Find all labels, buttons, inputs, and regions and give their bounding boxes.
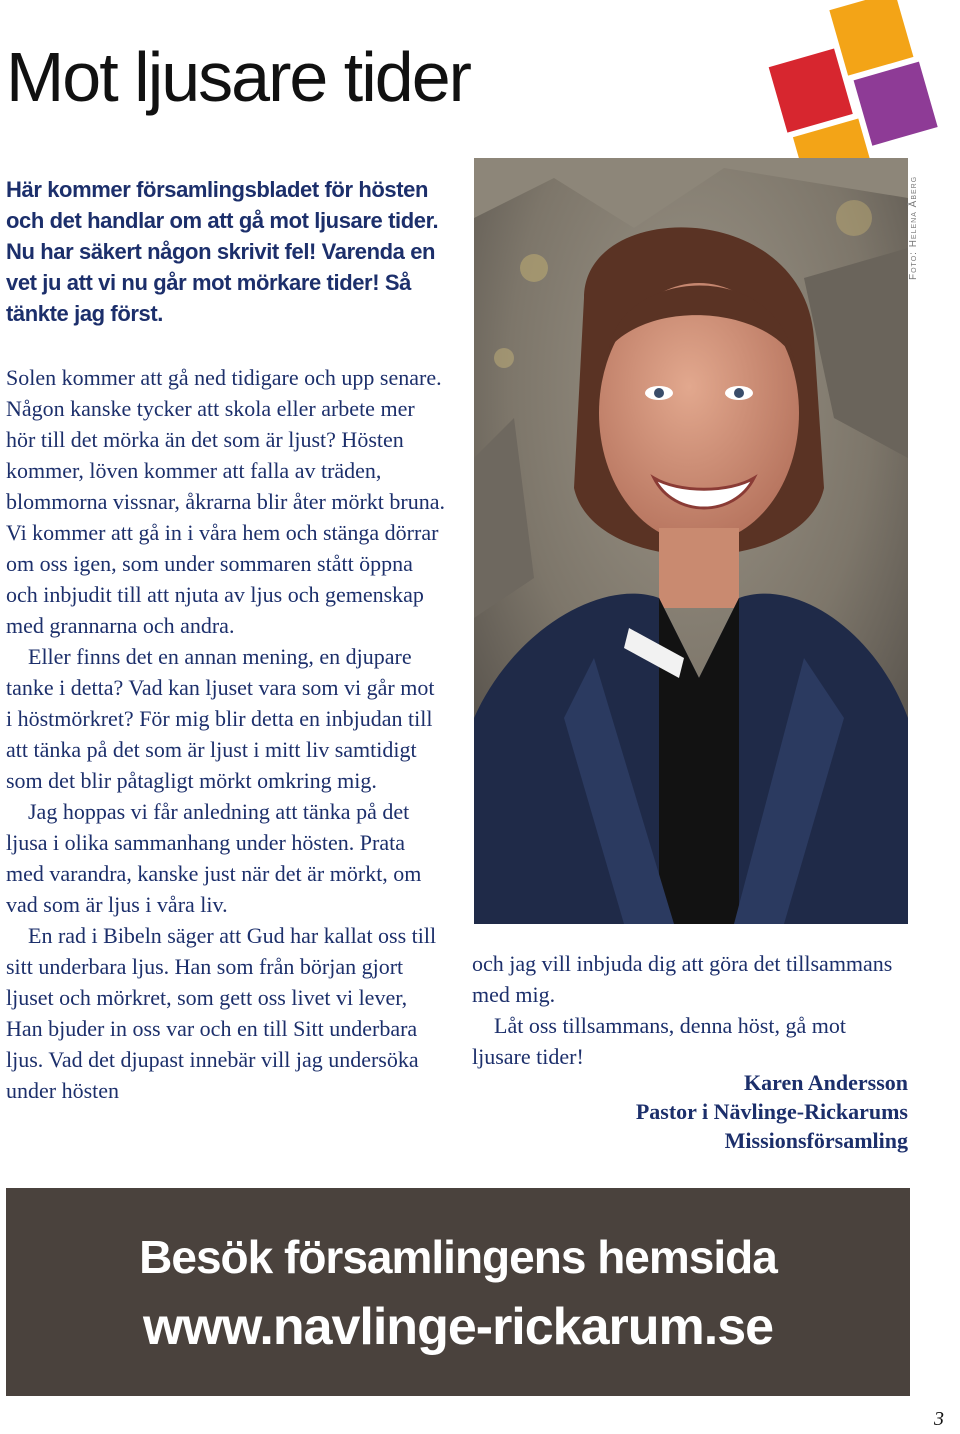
banner-heading: Besök församlingens hemsida <box>139 1231 777 1283</box>
paragraph-4: En rad i Bibeln säger att Gud har kallat oss till sitt underbara ljus. Han som från början gjort ljuset och mörkret, som gett oss livet vi lever, Han bjuder in oss var och en till Sitt underbara ljus. Vad det djupast innebär vill jag undersöka under hösten <box>6 923 437 1103</box>
author-role-line-2: Missionsförsamling <box>724 1128 908 1153</box>
pastor-photo <box>474 158 908 924</box>
author-role-line-1: Pastor i Nävlinge-Rickarums <box>635 1099 908 1124</box>
website-banner <box>6 1188 910 1396</box>
paragraph-2: Eller finns det en annan mening, en djupare tanke i detta? Vad kan ljuset vara som vi går mot i höstmörkret? För mig blir detta en inbjudan till att tänka på det som är ljust i mitt liv samtidigt som det blir påtagligt mörkt omkring mig. <box>6 644 435 793</box>
website-link[interactable]: www.navlinge-rickarum.se <box>142 1298 774 1356</box>
article-body-left <box>6 362 446 1106</box>
paragraph-1: Solen kommer att gå ned tidigare och upp senare. Någon kanske tycker att skola eller arbete mer hör till det mörka än det som är ljust? Hösten kommer, löven kommer att falla av träden, blommorna vissnar, åkrarna blir åter mörkt bruna. Vi kommer att gå in i våra hem och stänga dörrar om oss igen, som under sommaren stått öppna och inbjudit till att njuta av ljus och gemenskap med grannarna och andra. <box>6 365 445 638</box>
paragraph-3: Jag hoppas vi får anledning att tänka på det ljusa i olika sammanhang under hösten. Prata med varandra, kanske just när det är mörkt, om vad som är ljus i våra liv. <box>6 799 422 917</box>
page-title: Mot ljusare tider <box>6 38 470 116</box>
logo-square-orange-top <box>829 0 913 76</box>
author-name: Karen Andersson <box>743 1070 908 1095</box>
paragraph-5: och jag vill inbjuda dig att göra det tillsammans med mig. <box>472 951 893 1007</box>
signature <box>636 1068 908 1155</box>
logo-square-red <box>769 48 853 132</box>
intro-text: Här kommer församlingsbladet för hösten och det handlar om att gå mot ljusare tider. Nu har säkert någon skrivit fel! Varenda en vet ju att vi nu går mot mörkare tider! Så tänkte jag först. <box>6 177 439 326</box>
logo-square-purple <box>854 62 938 146</box>
paragraph-6: Låt oss tillsammans, denna höst, gå mot ljusare tider! <box>472 1013 846 1069</box>
article-body-right <box>472 948 908 1072</box>
page-number: 3 <box>934 1408 944 1430</box>
